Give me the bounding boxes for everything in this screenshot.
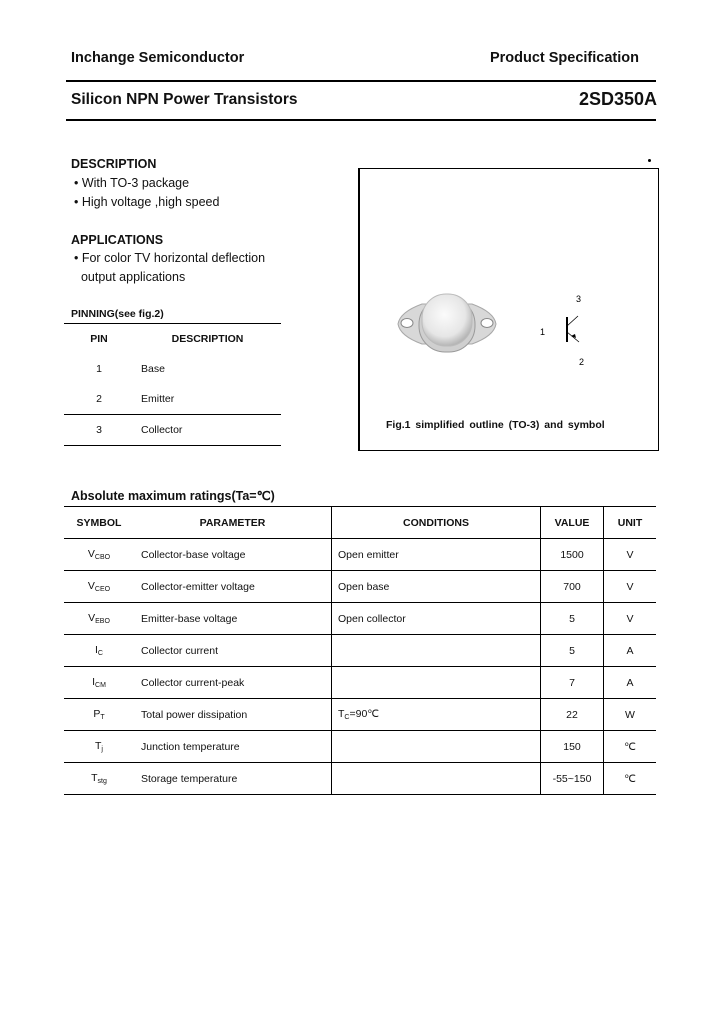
conditions-cell — [332, 763, 541, 795]
title-rule — [66, 119, 656, 121]
table-row — [64, 603, 656, 635]
description-item: • High voltage ,high speed — [74, 195, 220, 209]
value-cell: 1500 — [541, 539, 604, 571]
parameter-cell: Emitter-base voltage — [134, 603, 332, 635]
value-cell: 700 — [541, 571, 604, 603]
conditions-cell — [332, 635, 541, 667]
unit-cell: V — [604, 571, 657, 603]
applications-list — [74, 249, 265, 287]
application-item: output applications — [74, 270, 186, 284]
figure-caption: Fig.1 simplified outline (TO-3) and symbol — [386, 419, 605, 431]
description-heading: DESCRIPTION — [71, 157, 157, 171]
conditions-cell — [332, 731, 541, 763]
table-row — [64, 667, 656, 699]
table-row — [64, 415, 281, 446]
pin-number: 3 — [64, 415, 134, 446]
value-cell: 22 — [541, 699, 604, 731]
collector-pin-label: 3 — [576, 294, 582, 304]
value-cell: 150 — [541, 731, 604, 763]
symbol-cell: $T_j$ — [64, 731, 134, 763]
unit-cell: A — [604, 667, 657, 699]
to3-package-image — [392, 288, 502, 360]
parameter-cell: Collector current-peak — [134, 667, 332, 699]
pinning-table — [64, 323, 281, 446]
conditions-cell: $T_C=90℃$ — [332, 699, 541, 731]
parameter-cell: Collector-base voltage — [134, 539, 332, 571]
symbol-cell: $I_{CM}$ — [64, 667, 134, 699]
unit-cell: ℃ — [604, 763, 657, 795]
conditions-cell: Open base — [332, 571, 541, 603]
symbol-cell: $I_C$ — [64, 635, 134, 667]
unit-cell: W — [604, 699, 657, 731]
parameter-cell: Collector current — [134, 635, 332, 667]
ratings-heading: Absolute maximum ratings(Ta=℃) — [71, 489, 275, 503]
table-row — [64, 699, 656, 731]
description-column-header: DESCRIPTION — [134, 324, 281, 355]
pin-description: Base — [141, 363, 165, 375]
npn-transistor-symbol-icon — [530, 290, 600, 370]
table-row — [64, 384, 281, 415]
conditions-cell: Open collector — [332, 603, 541, 635]
table-row — [64, 635, 656, 667]
description-list — [74, 174, 219, 212]
value-cell: -55~150 — [541, 763, 604, 795]
table-row — [64, 763, 656, 795]
table-row — [64, 539, 656, 571]
unit-cell: A — [604, 635, 657, 667]
symbol-column-header: SYMBOL — [64, 507, 134, 539]
parameter-cell: Junction temperature — [134, 731, 332, 763]
pin-description: Collector — [134, 415, 281, 446]
unit-cell: V — [604, 603, 657, 635]
pinning-heading: PINNING(see fig.2) — [71, 308, 164, 320]
symbol-cell: $V_{EBO}$ — [64, 603, 134, 635]
ratings-table — [64, 506, 656, 795]
value-cell: 5 — [541, 603, 604, 635]
value-column-header: VALUE — [541, 507, 604, 539]
part-number: 2SD350A — [578, 89, 657, 109]
parameter-cell: Total power dissipation — [134, 699, 332, 731]
pin-column-header: PIN — [64, 324, 134, 355]
conditions-cell: Open emitter — [332, 539, 541, 571]
parameter-cell: Collector-emitter voltage — [134, 571, 332, 603]
unit-cell: ℃ — [604, 731, 657, 763]
symbol-cell: $T_{stg}$ — [64, 763, 134, 795]
symbol-cell: $V_{CBO}$ — [64, 539, 134, 571]
document-title: Silicon NPN Power Transistors — [71, 91, 298, 108]
value-cell: 7 — [541, 667, 604, 699]
parameter-column-header: PARAMETER — [134, 507, 332, 539]
doc-type: Product Specification — [489, 50, 639, 66]
table-row — [64, 571, 656, 603]
unit-column-header: UNIT — [604, 507, 657, 539]
emitter-pin-label: 2 — [579, 357, 585, 367]
symbol-cell: $V_{CEO}$ — [64, 571, 134, 603]
symbol-cell: $P_T$ — [64, 699, 134, 731]
description-item: • With TO-3 package — [74, 176, 190, 190]
application-item: • For color TV horizontal deflection — [74, 251, 266, 265]
pin-description: Emitter — [134, 384, 281, 415]
conditions-column-header: CONDITIONS — [332, 507, 541, 539]
table-row — [64, 731, 656, 763]
unit-cell: V — [604, 539, 657, 571]
parameter-cell: Storage temperature — [134, 763, 332, 795]
value-cell: 5 — [541, 635, 604, 667]
applications-heading: APPLICATIONS — [71, 233, 164, 247]
table-row — [64, 354, 281, 384]
company-name: Inchange Semiconductor — [71, 50, 245, 66]
pin-number: 1 — [96, 363, 102, 375]
pin-number: 2 — [64, 384, 134, 415]
base-pin-label: 1 — [540, 327, 546, 337]
header-rule — [66, 80, 656, 82]
conditions-cell — [332, 667, 541, 699]
dot-mark — [648, 159, 651, 162]
